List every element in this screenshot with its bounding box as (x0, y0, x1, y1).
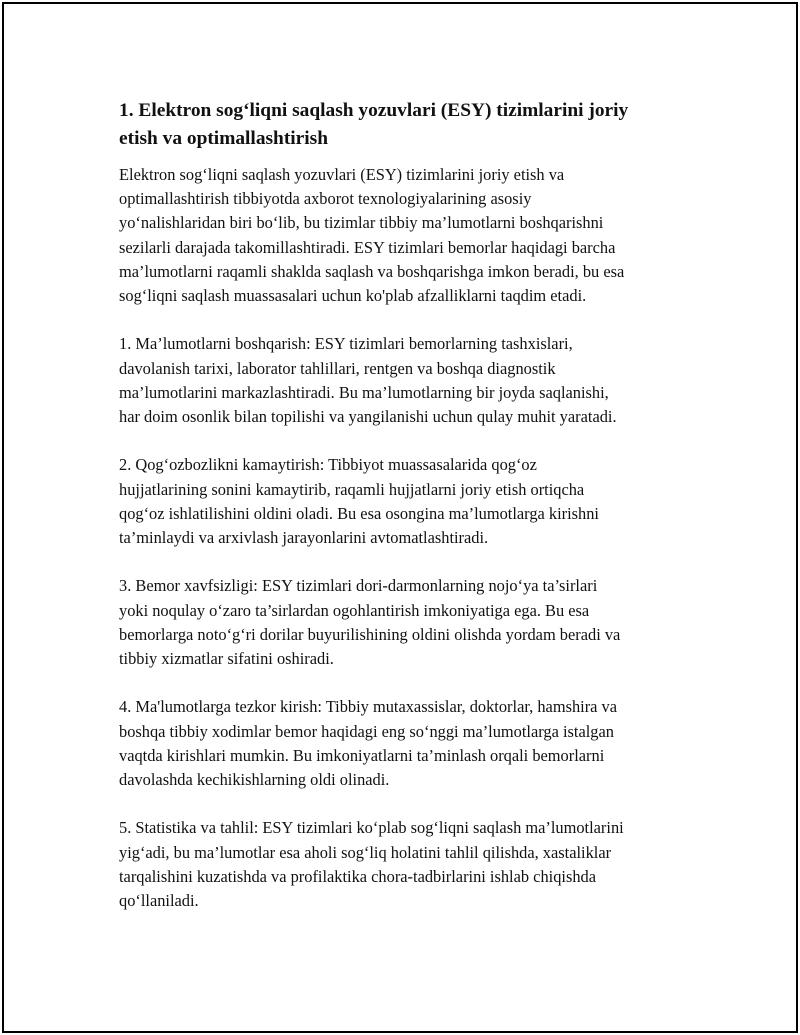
text-line: yig‘adi, bu ma’lumotlar esa aholi sog‘liq holatini tahlil qilishda, xastaliklar (119, 842, 612, 862)
text-line: hujjatlarining sonini kamaytirib, raqamli hujjatlarni joriy etish ortiqcha (119, 479, 585, 499)
text-line: ma’lumotlarini markazlashtiradi. Bu ma’lumotlarning bir joyda saqlanishi, (119, 382, 609, 402)
text-line: boshqa tibbiy xodimlar bemor haqidagi eng so‘nggi ma’lumotlarga istalgan (119, 721, 614, 741)
text-line: 1. Ma’lumotlarni boshqarish: ESY tizimlari bemorlarning tashxislari, (119, 334, 573, 354)
paragraph-gap (119, 792, 699, 816)
list-paragraph-2 (119, 453, 699, 550)
text-line: davolanish tarixi, laborator tahlillari, rentgen va boshqa diagnostik (119, 358, 556, 378)
text-line: 2. Qog‘ozbozlikni kamaytirish: Tibbiyot muassasalarida qog‘oz (119, 455, 537, 475)
title-line: 1. Elektron sog‘liqni saqlash yozuvlari (ESY) tizimlarini joriy (119, 100, 629, 121)
list-paragraph-3 (119, 574, 699, 671)
text-line: sezilarli darajada takomillashtiradi. ESY tizimlari bemorlar haqidagi barcha (119, 237, 616, 257)
text-line: vaqtda kirishlari mumkin. Bu imkoniyatlarni ta’minlash orqali bemorlarni (119, 745, 605, 765)
text-line: Elektron sog‘liqni saqlash yozuvlari (ESY) tizimlarini joriy etish va (119, 165, 565, 184)
text-line: tibbiy xizmatlar sifatini oshiradi. (119, 649, 334, 669)
text-line: 4. Ma'lumotlarga tezkor kirish: Tibbiy mutaxassislar, doktorlar, hamshira va (119, 697, 617, 717)
paragraph-gap (119, 671, 699, 695)
text-line: optimallashtirish tibbiyotda axborot texnologiyalarining asosiy (119, 189, 532, 209)
text-line: bemorlarga noto‘g‘ri dorilar buyurilishining oldini olishda yordam beradi va (119, 624, 621, 644)
list-paragraph-5 (119, 816, 699, 913)
text-line: 3. Bemor xavfsizligi: ESY tizimlari dori-darmonlarning nojo‘ya ta’sirlari (119, 576, 598, 596)
document-content (119, 97, 699, 913)
text-line: qog‘oz ishlatilishini oldini oladi. Bu esa osongina ma’lumotlarga kirishni (119, 503, 599, 523)
text-line: qo‘llaniladi. (119, 891, 199, 911)
text-line: tarqalishini kuzatishda va profilaktika chora-tadbirlarini ishlab chiqishda (119, 866, 597, 886)
list-paragraph-1 (119, 332, 699, 429)
text-line: 5. Statistika va tahlil: ESY tizimlari ko‘plab sog‘liqni saqlash ma’lumotlarini (119, 818, 624, 838)
text-line: ma’lumotlarni raqamli shaklda saqlash va boshqarishga imkon beradi, bu esa (119, 261, 625, 281)
section-title (119, 97, 699, 153)
list-paragraph-4 (119, 695, 699, 792)
paragraph-gap (119, 429, 699, 453)
title-line: etish va optimallashtirish (119, 128, 329, 149)
text-line: yo‘nalishlaridan biri bo‘lib, bu tizimlar tibbiy ma’lumotlarni boshqarishni (119, 213, 604, 233)
text-line: har doim osonlik bilan topilishi va yangilanishi uchun qulay muhit yaratadi. (119, 407, 617, 427)
paragraph-gap (119, 550, 699, 574)
text-line: sog‘liqni saqlash muassasalari uchun ko'plab afzalliklarni taqdim etadi. (119, 286, 587, 306)
intro-paragraph (119, 163, 699, 308)
text-line: ta’minlaydi va arxivlash jarayonlarini avtomatlashtiradi. (119, 528, 489, 548)
text-line: davolashda kechikishlarning oldi olinadi. (119, 770, 390, 790)
text-line: yoki noqulay o‘zaro ta’sirlardan ogohlantirish imkoniyatiga ega. Bu esa (119, 600, 590, 620)
document-page (2, 2, 798, 1033)
paragraph-gap (119, 308, 699, 332)
